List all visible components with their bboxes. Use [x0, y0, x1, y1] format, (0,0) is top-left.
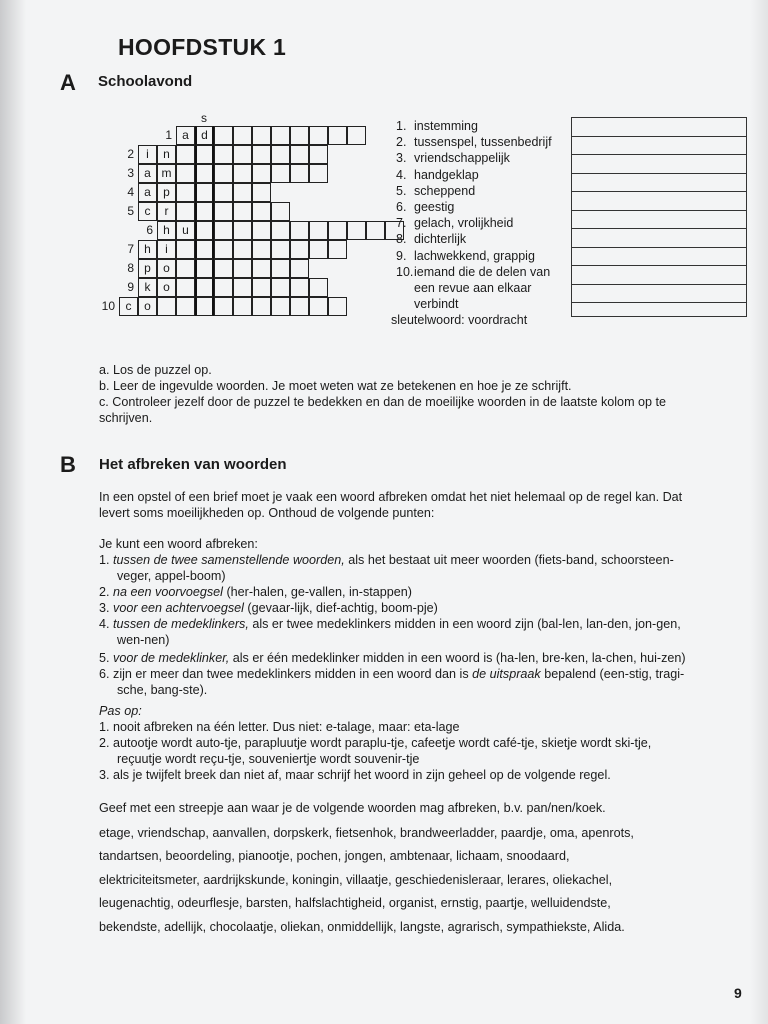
clue-item: [396, 200, 454, 214]
crossword-cell[interactable]: [290, 297, 309, 316]
word-list-line1: etage, vriendschap, aanvallen, dorpskerk, fietsenhok, brandweerladder, paardje, oma, apenrots,: [99, 826, 634, 840]
clue-text: tussenspel, tussenbedrijf: [414, 135, 552, 150]
crossword-cell[interactable]: [176, 202, 195, 221]
answer-line[interactable]: [571, 154, 747, 155]
pas-op-3: 3. als je twijfelt breek dan niet af, maar schrijf het woord in zijn geheel op de volgende regel.: [99, 768, 611, 782]
crossword-cell[interactable]: [290, 145, 309, 164]
crossword-cell[interactable]: m: [157, 164, 176, 183]
clue-item: [396, 119, 478, 133]
crossword-cell[interactable]: [214, 126, 233, 145]
crossword-cell[interactable]: [233, 278, 252, 297]
answer-line[interactable]: [571, 302, 747, 303]
crossword-row-number: 8: [127, 261, 134, 275]
clue-text: geestig: [414, 200, 455, 214]
crossword-row-number: 7: [127, 242, 134, 256]
rule-2: 2. na een voorvoegsel (her-halen, ge-vallen, in-stappen): [99, 585, 412, 599]
crossword-cell[interactable]: [271, 145, 290, 164]
clue-text: gelach, vrolijkheid: [414, 216, 514, 231]
crossword-cell[interactable]: [309, 240, 328, 259]
crossword-cell[interactable]: [214, 164, 233, 183]
answer-column: [571, 117, 747, 317]
crossword-cell[interactable]: [252, 297, 271, 316]
crossword-cell[interactable]: [309, 221, 328, 240]
intro-line2: levert soms moeilijkheden op. Onthoud de volgende punten:: [99, 506, 435, 520]
answer-line[interactable]: [571, 228, 747, 229]
rules-intro: Je kunt een woord afbreken:: [99, 537, 258, 551]
crossword-cell[interactable]: [176, 164, 195, 183]
clue-number: 3.: [396, 151, 407, 166]
answer-line[interactable]: [571, 191, 747, 192]
rule-4: 4. tussen de medeklinkers, als er twee medeklinkers midden in een woord zijn (bal-len, lan-den, jon-gen,: [99, 617, 681, 631]
pas-op-1: 1. nooit afbreken na één letter. Dus niet: e-talage, maar: eta-lage: [99, 720, 460, 734]
crossword-cell[interactable]: [233, 221, 252, 240]
crossword-row-number: 1: [165, 128, 172, 142]
crossword-cell[interactable]: a: [138, 164, 157, 183]
crossword-cell[interactable]: [252, 278, 271, 297]
crossword-cell[interactable]: h: [138, 240, 157, 259]
crossword-cell[interactable]: [290, 278, 309, 297]
crossword-cell[interactable]: [347, 221, 366, 240]
crossword-row-number: 3: [127, 166, 134, 180]
crossword-cell[interactable]: [309, 126, 328, 145]
crossword-cell[interactable]: [309, 145, 328, 164]
crossword-cell[interactable]: [233, 259, 252, 278]
section-b-title: Het afbreken van woorden: [99, 456, 287, 473]
crossword-cell[interactable]: [290, 126, 309, 145]
section-b-letter: B: [60, 452, 76, 477]
instruction-c-line1: c. Controleer jezelf door de puzzel te bedekken en dan de moeilijke woorden in de laatste kolom op te: [99, 395, 667, 409]
answer-line[interactable]: [571, 210, 747, 211]
instruction-b: b. Leer de ingevulde woorden. Je moet weten wat ze betekenen en hoe je ze schrijft.: [99, 379, 572, 393]
crossword-cell[interactable]: [233, 145, 252, 164]
answer-line[interactable]: [571, 265, 747, 266]
rule-3: 3. voor een achtervoegsel (gevaar-lijk, dief-achtig, boom-pje): [99, 601, 438, 615]
crossword-cell[interactable]: [214, 240, 233, 259]
crossword-key-cell[interactable]: [195, 240, 214, 259]
clue-number: 2.: [396, 135, 407, 150]
crossword-cell[interactable]: r: [157, 202, 176, 221]
crossword-key-cell[interactable]: d: [195, 126, 214, 145]
clue-10-continued-2: verbindt: [414, 297, 459, 312]
crossword-key-cell[interactable]: [195, 164, 214, 183]
crossword-key-cell[interactable]: [195, 183, 214, 202]
crossword-cell[interactable]: [271, 221, 290, 240]
clue-number: 4.: [396, 167, 407, 182]
word-list-line4: leugenachtig, odeurflesje, barsten, halfslachtigheid, organist, ernstig, paartje, welluidendste,: [99, 896, 611, 910]
crossword-cell[interactable]: [252, 183, 271, 202]
page-right-edge: [750, 0, 768, 1024]
crossword-cell[interactable]: [233, 183, 252, 202]
crossword-cell[interactable]: [252, 221, 271, 240]
crossword-cell[interactable]: a: [176, 126, 195, 145]
clue-text: dichterlijk: [414, 232, 467, 247]
exercise-instruction: Geef met een streepje aan waar je de volgende woorden mag afbreken, b.v. pan/nen/koek.: [99, 801, 606, 815]
crossword-cell[interactable]: [214, 145, 233, 164]
clue-number: 5.: [396, 183, 407, 198]
crossword-row-number: 5: [127, 204, 134, 218]
crossword-key-cell[interactable]: [195, 297, 214, 316]
crossword-key-cell[interactable]: [195, 278, 214, 297]
clue-text: lachwekkend, grappig: [414, 248, 535, 263]
clue-number: 7.: [396, 216, 407, 231]
pas-op-heading: Pas op:: [99, 704, 142, 718]
crossword-row-number: 10: [101, 299, 115, 313]
crossword-cell[interactable]: a: [138, 183, 157, 202]
crossword-cell[interactable]: [347, 126, 366, 145]
crossword-cell[interactable]: u: [176, 221, 195, 240]
clue-text: scheppend: [414, 183, 476, 198]
crossword-cell[interactable]: [252, 202, 271, 221]
crossword-cell[interactable]: n: [157, 145, 176, 164]
answer-line[interactable]: [571, 247, 747, 248]
keyword-column-marker: s: [201, 111, 207, 125]
crossword-cell[interactable]: [214, 278, 233, 297]
crossword-cell[interactable]: [328, 297, 347, 316]
crossword-cell[interactable]: [157, 297, 176, 316]
crossword-cell[interactable]: [290, 221, 309, 240]
crossword-cell[interactable]: [271, 240, 290, 259]
clue-item: [396, 232, 466, 246]
crossword-cell[interactable]: [176, 297, 195, 316]
crossword-row-number: 2: [127, 147, 134, 161]
crossword-cell[interactable]: [233, 164, 252, 183]
rule-4-cont: wen-nen): [117, 633, 170, 647]
crossword-cell[interactable]: [233, 202, 252, 221]
crossword-cell[interactable]: [214, 183, 233, 202]
clue-item: [396, 151, 510, 165]
clue-text: vriendschappelijk: [414, 151, 510, 166]
clue-number: 9.: [396, 248, 407, 263]
clue-item: [396, 249, 535, 263]
crossword-cell[interactable]: [309, 297, 328, 316]
answer-line[interactable]: [571, 284, 747, 285]
chapter-title: HOOFDSTUK 1: [118, 34, 287, 60]
crossword-row-number: 6: [146, 223, 153, 237]
clue-number: 8.: [396, 232, 407, 247]
crossword-cell[interactable]: [176, 183, 195, 202]
word-list-line2: tandartsen, beoordeling, pianootje, pochen, jongen, ambtenaar, lichaam, snoodaard,: [99, 849, 570, 863]
clue-item: [396, 265, 550, 279]
answer-line[interactable]: [571, 173, 747, 174]
clue-item: [396, 216, 513, 230]
clue-number: 6.: [396, 200, 407, 214]
crossword-cell[interactable]: [271, 297, 290, 316]
rule-5: 5. voor de medeklinker, als er één medeklinker midden in een woord is (ha-len, bre-ken, la-chen, hui-zen): [99, 651, 686, 665]
clue-text: iemand die de delen van: [414, 264, 551, 279]
crossword-cell[interactable]: [328, 240, 347, 259]
pas-op-2: 2. autootje wordt auto-tje, parapluutje wordt paraplu-tje, cafeetje wordt café-tje, skietje wordt ski-tje,: [99, 736, 652, 750]
rule-1-cont: veger, appel-boom): [117, 569, 226, 583]
page-number: 9: [734, 985, 742, 1001]
crossword-cell[interactable]: [271, 126, 290, 145]
crossword-key-cell[interactable]: [195, 202, 214, 221]
crossword-cell[interactable]: [328, 221, 347, 240]
crossword-cell[interactable]: [233, 240, 252, 259]
crossword-cell[interactable]: [176, 145, 195, 164]
crossword-cell[interactable]: [252, 259, 271, 278]
section-a-title: Schoolavond: [98, 73, 193, 90]
intro-line1: In een opstel of een brief moet je vaak een woord afbreken omdat het niet helemaal op de regel kan. Dat: [99, 490, 683, 504]
crossword-key-cell[interactable]: [195, 145, 214, 164]
crossword-cell[interactable]: p: [138, 259, 157, 278]
crossword-cell[interactable]: [252, 240, 271, 259]
clue-10-continued-1: een revue aan elkaar: [414, 281, 532, 295]
crossword-cell[interactable]: [328, 126, 347, 145]
pas-op-2-cont: reçuutje wordt reçu-tje, souveniertje wordt souvenir-tje: [117, 752, 420, 766]
crossword-cell[interactable]: [271, 278, 290, 297]
word-list-line5: bekendste, adellijk, chocolaatje, oliekan, onmiddellijk, langste, agrarisch, sympathiekste, Alida.: [99, 920, 625, 934]
crossword-cell[interactable]: [214, 202, 233, 221]
crossword-cell[interactable]: h: [157, 221, 176, 240]
crossword-cell[interactable]: [214, 221, 233, 240]
crossword-cell[interactable]: [290, 164, 309, 183]
rule-1: 1. tussen de twee samenstellende woorden, als het bestaat uit meer woorden (fiets-band, schoorsteen-: [99, 553, 674, 567]
crossword-cell[interactable]: [309, 164, 328, 183]
instruction-c-line2: schrijven.: [99, 411, 153, 425]
crossword-cell[interactable]: p: [157, 183, 176, 202]
crossword-cell[interactable]: [271, 259, 290, 278]
rule-6: 6. zijn er meer dan twee medeklinkers midden in een woord dan is de uitspraak bepalend (een-stig, tragi-: [99, 667, 685, 681]
crossword-cell[interactable]: i: [157, 240, 176, 259]
instruction-a: a. Los de puzzel op.: [99, 363, 212, 377]
crossword-cell[interactable]: o: [138, 297, 157, 316]
crossword-cell[interactable]: [252, 164, 271, 183]
crossword-cell[interactable]: c: [119, 297, 138, 316]
crossword-cell[interactable]: [290, 240, 309, 259]
crossword-key-cell[interactable]: [195, 221, 214, 240]
crossword-cell[interactable]: [233, 126, 252, 145]
crossword-cell[interactable]: [176, 278, 195, 297]
crossword-cell[interactable]: [271, 164, 290, 183]
crossword-cell[interactable]: [214, 297, 233, 316]
answer-line[interactable]: [571, 136, 747, 137]
crossword-cell[interactable]: [176, 240, 195, 259]
clue-text: handgeklap: [414, 167, 479, 182]
clue-item: [396, 168, 479, 182]
crossword-cell[interactable]: i: [138, 145, 157, 164]
section-a-letter: A: [60, 70, 76, 95]
crossword-cell[interactable]: [176, 259, 195, 278]
rule-6-cont: sche, bang-ste).: [117, 683, 208, 697]
answer-line[interactable]: [571, 117, 747, 118]
page-gutter-shadow: [0, 0, 26, 1024]
crossword-cell[interactable]: [290, 259, 309, 278]
keyword-label: sleutelwoord: voordracht: [391, 313, 528, 328]
crossword-cell[interactable]: o: [157, 278, 176, 297]
crossword-cell[interactable]: [233, 297, 252, 316]
crossword-cell[interactable]: o: [157, 259, 176, 278]
crossword-cell[interactable]: c: [138, 202, 157, 221]
crossword-cell[interactable]: [214, 259, 233, 278]
crossword-row-number: 9: [127, 280, 134, 294]
clue-number: 1.: [396, 119, 407, 133]
crossword-cell[interactable]: [252, 126, 271, 145]
crossword-cell[interactable]: [309, 278, 328, 297]
clue-item: [396, 135, 552, 149]
clue-number: 10.: [396, 264, 414, 279]
crossword-cell[interactable]: [252, 145, 271, 164]
crossword-key-cell[interactable]: [195, 259, 214, 278]
crossword-row-number: 4: [127, 185, 134, 199]
crossword-cell[interactable]: k: [138, 278, 157, 297]
crossword-cell[interactable]: [366, 221, 385, 240]
word-list-line3: elektriciteitsmeter, aardrijkskunde, koningin, villaatje, geschiedenisleraar, lerares, oliekachel,: [99, 873, 613, 887]
crossword-cell[interactable]: [271, 202, 290, 221]
clue-text: instemming: [414, 119, 478, 133]
clue-item: [396, 184, 475, 198]
